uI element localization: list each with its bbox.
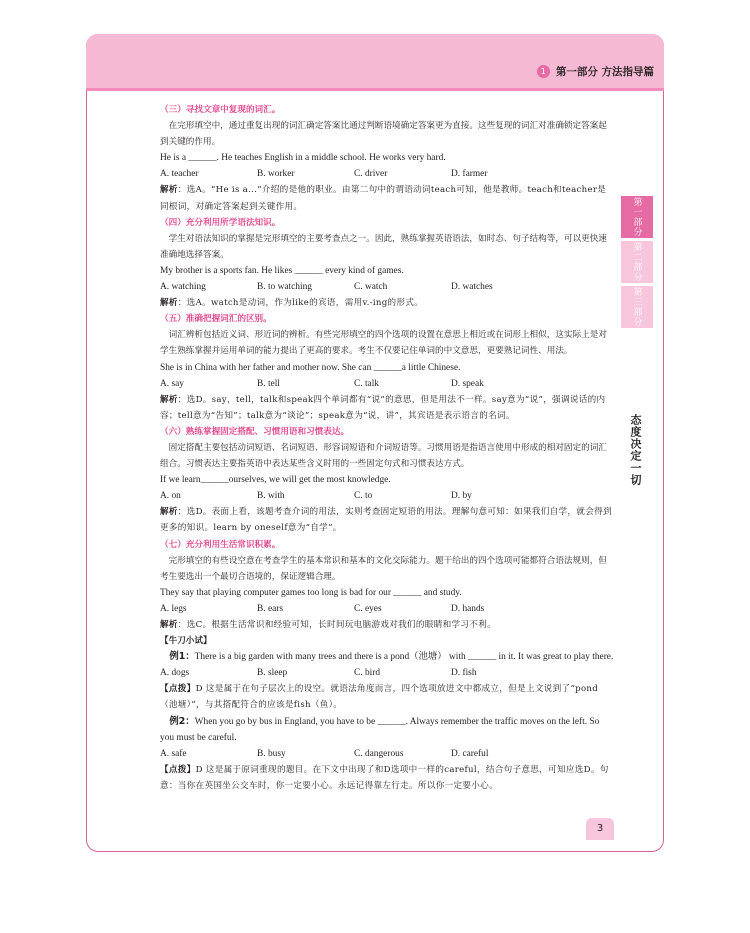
heading-3: （三）寻找文章中复现的词汇。: [160, 105, 281, 115]
option: D. by: [451, 491, 472, 502]
option: C. talk: [354, 378, 379, 389]
analysis-3: [160, 182, 615, 214]
options-7: [160, 601, 615, 617]
options-3: [160, 166, 615, 182]
analysis-label: 解析: [160, 507, 178, 518]
options-ex2: [160, 746, 615, 762]
section-number-badge: 1: [537, 65, 550, 78]
tip-2: [160, 762, 615, 794]
option: D. careful: [451, 748, 489, 759]
options-5: [160, 376, 615, 392]
option: D. watches: [451, 282, 493, 293]
option: A. watching: [160, 282, 206, 293]
analysis-4: [160, 295, 615, 311]
paragraph-4: 学生对语法知识的掌握是完形填空的主要考查点之一。因此，熟练掌握英语语法，如时态、句子结构等，可以更快速准确地选择答案。: [160, 233, 607, 260]
example-text: When you go by bus in England, you have to be ______. Always remember the traffic moves on the left. So you must be careful.: [160, 716, 600, 743]
paragraph-3: 在完形填空中，通过重复出现的词汇确定答案比通过判断语境确定答案更为直接。这些复现的词汇对准确锁定答案起到关键的作用。: [160, 121, 607, 148]
heading-7: （七）充分利用生活常识积累。: [160, 539, 281, 550]
option: D. fish: [451, 668, 477, 679]
analysis-text: ：选A。watch是动词，作为like的宾语，需用v.-ing的形式。: [177, 298, 424, 309]
analysis-label: 解析: [160, 620, 178, 630]
side-tab-part1[interactable]: 第一部分: [621, 196, 653, 238]
paragraph-6: 固定搭配主要包括动词短语、名词短语、形容词短语和介词短语等。习惯用语是指语言使用中形成的相对固定的词汇组合。习惯表达主要指英语中表达某些含义时用的一些固定句式和习惯表达方式。: [160, 442, 607, 470]
heading-6: （六）熟练掌握固定搭配、习惯用语和习惯表达。: [160, 426, 350, 437]
tip-label: 【点拨】: [160, 764, 196, 775]
option: B. sleep: [257, 668, 288, 679]
heading-5: （五）准确把握词汇的区别。: [160, 314, 272, 325]
question-3: He is a ______. He teaches English in a middle school. He works very hard.: [160, 153, 446, 164]
paragraph-7: 完形填空的有些设空意在考查学生的基本常识和基本的文化交际能力。题干给出的四个选项可能都符合语法规则，但考生要选出一个最切合语境的，保证逻辑合理。: [160, 555, 607, 582]
example-label: 例2：: [169, 715, 195, 727]
section-title: [537, 64, 654, 79]
analysis-text: ：选D。say，tell，talk和speak四个单词都有“说”的意思，但是用法不一样。say意为“说”，强调说话的内容；tell意为“告知”；talk意为“谈论”；speak意为“说，讲”，其宾语是表示语言的名词。: [160, 394, 606, 421]
options-6: [160, 488, 615, 504]
section-title-text: 第一部分 方法指导篇: [555, 66, 654, 78]
analysis-label: 解析: [160, 298, 178, 309]
option: B. worker: [257, 169, 295, 180]
option: A. say: [160, 378, 184, 389]
heading-4: （四）充分利用所学语法知识。: [160, 217, 281, 228]
tip-text: D 这是属于在句子层次上的设空。就语法角度而言，四个选项放进文中都成立，但是上文说到了“pond（池塘）”，与其搭配符合的应该是fish（鱼）。: [160, 684, 599, 711]
option: C. watch: [354, 282, 388, 293]
option: C. eyes: [354, 603, 382, 614]
side-tabs: [621, 196, 664, 331]
question-7: They say that playing computer games too long is bad for our ______ and study.: [160, 587, 462, 598]
option: C. driver: [354, 169, 388, 180]
header-band: [86, 34, 664, 90]
analysis-label: 解析: [160, 185, 178, 196]
example-1: [160, 649, 615, 665]
option: C. to: [354, 491, 373, 502]
option: B. tell: [257, 378, 280, 389]
tip-1: [160, 681, 615, 713]
option: A. safe: [160, 748, 187, 759]
page-content: [160, 102, 615, 794]
tip-text: D 这是属于原词重现的题目。在下文中出现了和D选项中一样的careful，结合句子意思，可知应选D。句意：当你在英国坐公交车时，你一定要小心。永远记得靠左行走。所以你一定要小心。: [160, 764, 609, 791]
paragraph-5: 词汇辨析包括近义词、形近词的辨析。有些完形填空的四个选项的设置在意思上相近或在词形上相似，这实际上是对学生熟练掌握并运用单词的能力提出了更高的要求。考生不仅要记住单词的中文意思，更要熟记词性、用法。: [160, 330, 607, 357]
option: D. hands: [451, 603, 485, 614]
option: D. speak: [451, 378, 484, 389]
analysis-text: ：选A。“He is a...”介绍的是他的职业。由第二句中的谓语动词teach可知，他是教师。teach和teacher是同根词，对确定答案起到关键作用。: [160, 185, 607, 212]
analysis-text: ：选C。根据生活常识和经验可知，长时间玩电脑游戏对我们的眼睛和学习不利。: [177, 620, 496, 630]
option: A. teacher: [160, 169, 199, 180]
trial-title: 【牛刀小试】: [160, 636, 212, 647]
option: D. farmer: [451, 169, 488, 180]
example-text: There is a big garden with many trees and there is a pond（池塘） with ______ in it. It was great to play there.: [194, 652, 614, 663]
option: A. on: [160, 491, 181, 502]
question-5: She is in China with her father and mother now. She can ______a little Chinese.: [160, 362, 461, 373]
page-number: 3: [586, 818, 614, 840]
analysis-label: 解析: [160, 394, 178, 405]
analysis-5: [160, 392, 615, 424]
option: B. with: [257, 491, 285, 502]
side-tab-part3[interactable]: 第三部分: [621, 286, 653, 328]
tip-label: 【点拨】: [160, 684, 196, 695]
header-stripe: [86, 88, 664, 91]
option: B. to watching: [257, 282, 312, 293]
analysis-7: [160, 617, 615, 633]
option: A. dogs: [160, 668, 190, 679]
example-2: [160, 714, 615, 746]
option: C. bird: [354, 668, 381, 679]
side-tab-part2[interactable]: 第二部分: [621, 241, 653, 283]
analysis-text: ：选D。表面上看，该题考查介词的用法，实则考查固定短语的用法。理解句意可知：如果我们自学，就会得到更多的知识。learn by oneself意为“自学”。: [160, 507, 612, 534]
question-4: My brother is a sports fan. He likes ______ every kind of games.: [160, 265, 404, 276]
option: B. busy: [257, 748, 286, 759]
option: C. dangerous: [354, 748, 404, 759]
question-6: If we learn______ourselves, we will get the most knowledge.: [160, 475, 391, 486]
example-label: 例1：: [169, 651, 195, 663]
side-slogan: 态度决定一切: [629, 414, 642, 486]
analysis-6: [160, 504, 615, 536]
options-4: [160, 279, 615, 295]
option: B. ears: [257, 603, 284, 614]
options-ex1: [160, 665, 615, 681]
option: A. legs: [160, 603, 187, 614]
